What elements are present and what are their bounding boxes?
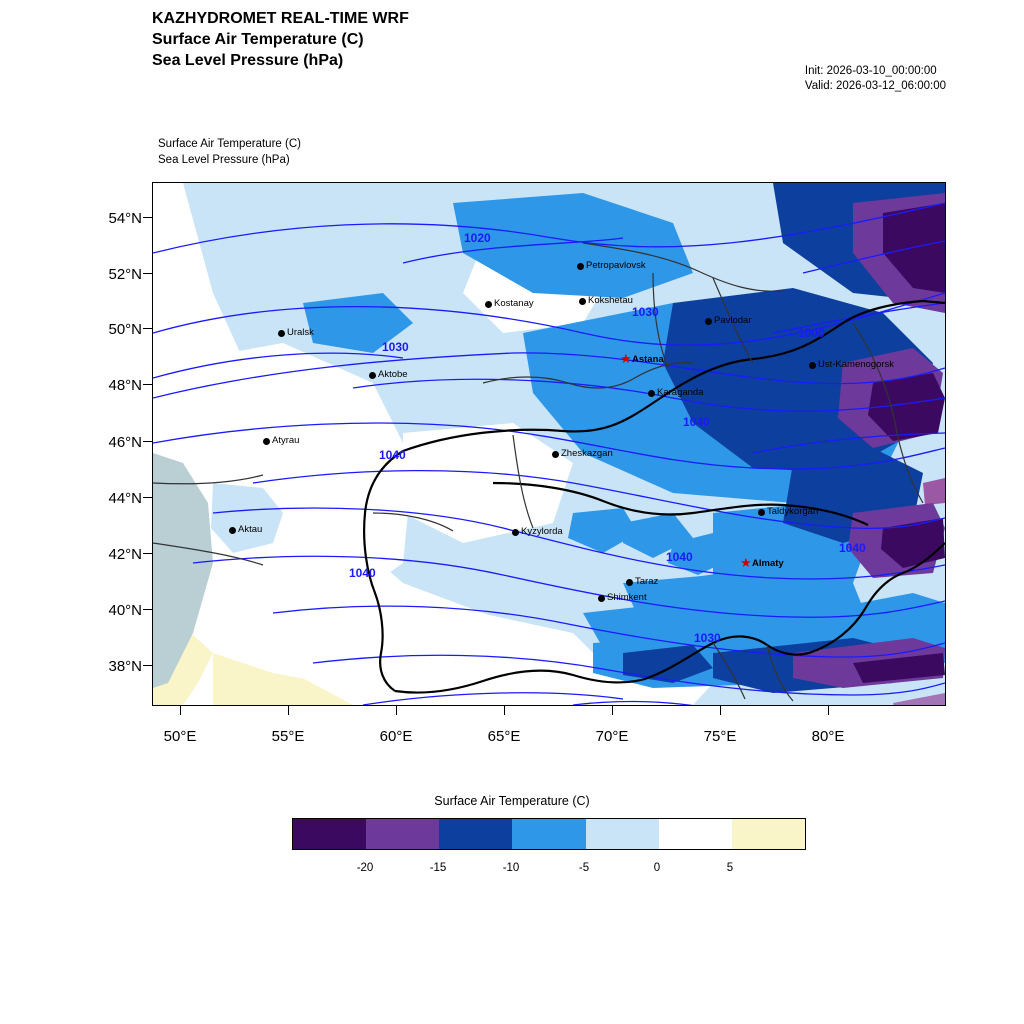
y-tick-label: 40°N <box>108 602 142 619</box>
y-tick-label: 52°N <box>108 266 142 283</box>
subtitle-line-2: Sea Level Pressure (hPa) <box>158 154 290 166</box>
x-tick-label: 60°E <box>379 728 413 745</box>
contour-label: 1030 <box>382 340 409 354</box>
city-dot <box>626 579 633 586</box>
city-label: Zheskazgan <box>561 448 613 459</box>
subtitle-line-1: Surface Air Temperature (C) <box>158 138 301 150</box>
y-tick <box>143 384 152 385</box>
colorbar-swatch-4 <box>586 819 659 849</box>
contour-label: 1020 <box>464 231 491 245</box>
y-tick <box>143 328 152 329</box>
city-label: Almaty <box>752 558 784 569</box>
city-label: Kyzylorda <box>521 526 563 537</box>
city-dot <box>809 362 816 369</box>
city-dot <box>512 529 519 536</box>
title-line-1: KAZHYDROMET REAL-TIME WRF <box>152 10 409 27</box>
y-tick-label: 48°N <box>108 377 142 394</box>
init-time: Init: 2026-03-10_00:00:00 <box>804 65 937 77</box>
city-label: Kostanay <box>494 298 534 309</box>
x-tick <box>612 706 613 715</box>
city-dot <box>648 390 655 397</box>
x-tick <box>396 706 397 715</box>
contour-label: 1000 <box>798 326 825 340</box>
city-label: Uralsk <box>287 327 314 338</box>
valid-time: Valid: 2026-03-12_06:00:00 <box>804 80 946 92</box>
colorbar-tick-label: 5 <box>726 862 734 874</box>
y-tick <box>143 441 152 442</box>
contour-label: 1030 <box>632 305 659 319</box>
colorbar-tick-label: -15 <box>429 862 447 874</box>
y-tick <box>143 609 152 610</box>
city-dot <box>598 595 605 602</box>
y-tick-label: 50°N <box>108 321 142 338</box>
y-tick <box>143 217 152 218</box>
city-dot <box>705 318 712 325</box>
city-dot <box>278 330 285 337</box>
city-label: Astana <box>632 354 664 365</box>
title-line-2: Surface Air Temperature (C) <box>152 31 364 48</box>
y-tick-label: 54°N <box>108 210 142 227</box>
x-tick-label: 80°E <box>811 728 845 745</box>
page-title <box>152 8 409 71</box>
colorbar-tick-label: -20 <box>356 862 374 874</box>
star-icon: ★ <box>740 555 752 570</box>
y-tick <box>143 665 152 666</box>
x-tick <box>828 706 829 715</box>
colorbar-swatch-3 <box>512 819 585 849</box>
colorbar-title: Surface Air Temperature (C) <box>434 794 590 808</box>
city-label: Petropavlovsk <box>586 260 646 271</box>
x-tick <box>180 706 181 715</box>
y-tick-label: 38°N <box>108 658 142 675</box>
city-label: Ust-Kamenogorsk <box>818 359 895 370</box>
city-label: Atyrau <box>272 435 300 446</box>
x-tick <box>288 706 289 715</box>
city-label: Taldykorgan <box>767 506 819 517</box>
title-line-3: Sea Level Pressure (hPa) <box>152 52 344 69</box>
y-tick-label: 46°N <box>108 434 142 451</box>
colorbar-swatch-0 <box>293 819 366 849</box>
city-dot <box>579 298 586 305</box>
contour-label: 1040 <box>666 550 693 564</box>
colorbar-tick-label: -5 <box>578 862 590 874</box>
colorbar-tick-label: -10 <box>502 862 520 874</box>
y-tick <box>143 553 152 554</box>
x-tick-label: 55°E <box>271 728 305 745</box>
x-tick-label: 50°E <box>163 728 197 745</box>
y-tick <box>143 497 152 498</box>
city-label: Kokshetau <box>588 295 633 306</box>
city-label: Taraz <box>635 576 659 587</box>
city-dot <box>485 301 492 308</box>
plot-subtitle <box>158 136 301 168</box>
run-times <box>805 64 946 94</box>
y-tick <box>143 273 152 274</box>
colorbar-swatch-1 <box>366 819 439 849</box>
contour-label: 1040 <box>379 448 406 462</box>
contour-label: 1040 <box>349 566 376 580</box>
weather-map[interactable] <box>152 182 946 706</box>
city-label: Aktobe <box>378 369 408 380</box>
x-tick-label: 65°E <box>487 728 521 745</box>
x-tick-label: 75°E <box>703 728 737 745</box>
city-label: Pavlodar <box>714 315 752 326</box>
contour-label: 1040 <box>839 541 866 555</box>
city-dot <box>369 372 376 379</box>
y-tick-label: 42°N <box>108 546 142 563</box>
contour-label: 1030 <box>694 631 721 645</box>
city-dot <box>758 509 765 516</box>
colorbar-swatch-5 <box>659 819 732 849</box>
colorbar-tick-label: 0 <box>653 862 661 874</box>
colorbar-ticks <box>292 862 804 880</box>
colorbar <box>292 818 806 850</box>
x-tick <box>720 706 721 715</box>
x-tick-label: 70°E <box>595 728 629 745</box>
city-dot <box>263 438 270 445</box>
colorbar-swatch-2 <box>439 819 512 849</box>
star-icon: ★ <box>620 351 632 366</box>
contour-label: 1040 <box>683 415 710 429</box>
city-label: Shimkent <box>607 592 647 603</box>
city-label: Karaganda <box>657 387 704 398</box>
city-dot <box>577 263 584 270</box>
y-tick-label: 44°N <box>108 490 142 507</box>
x-tick <box>504 706 505 715</box>
colorbar-swatch-6 <box>732 819 805 849</box>
city-dot <box>552 451 559 458</box>
city-dot <box>229 527 236 534</box>
city-label: Aktau <box>238 524 263 535</box>
